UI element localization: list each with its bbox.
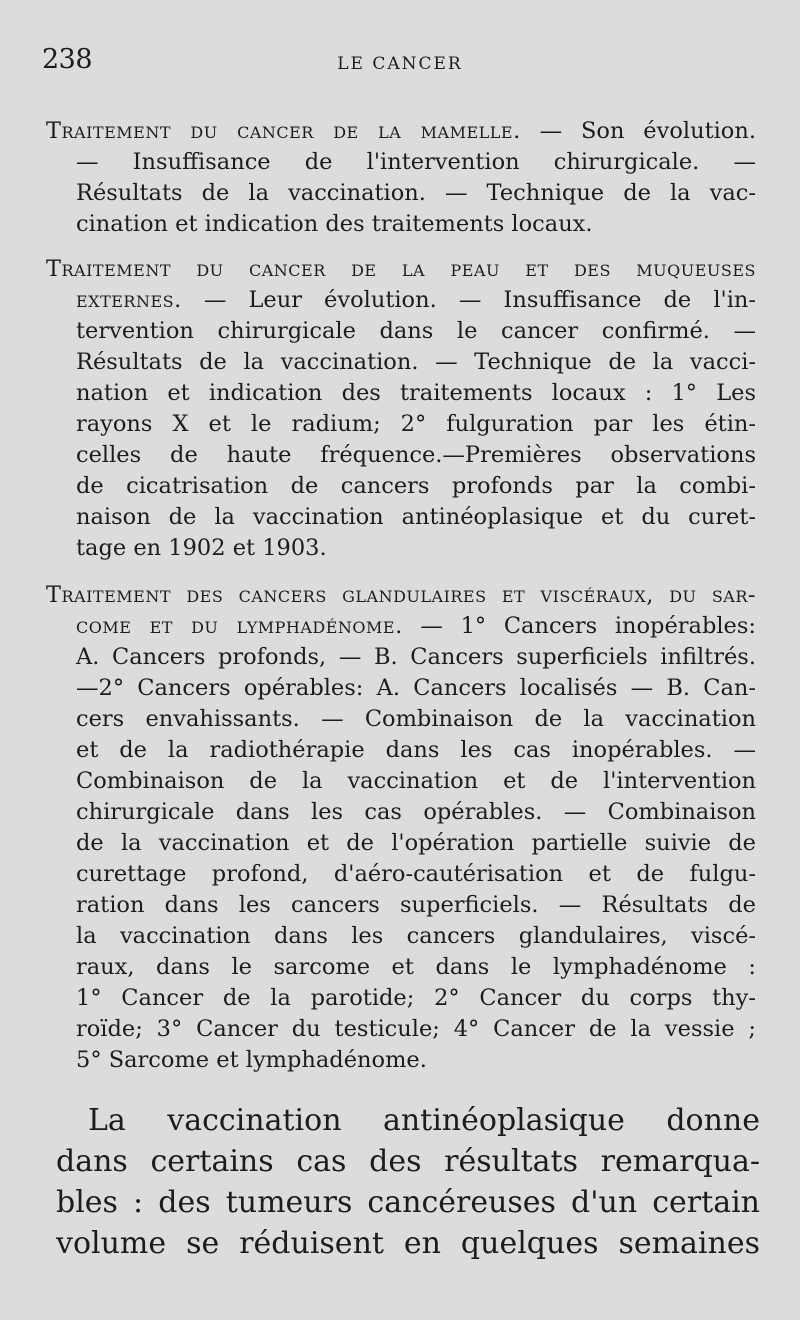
toc-entry-glandulaires bbox=[46, 580, 756, 1076]
section-heading: Traitement des cancers glandulaires et viscéraux, du sar- bbox=[46, 582, 756, 608]
toc-line: cers envahissants. — Combinaison de la vaccination bbox=[76, 706, 756, 732]
toc-line: chirurgicale dans les cas opérables. — Combinaison bbox=[76, 799, 756, 825]
toc-line: A. Cancers profonds, — B. Cancers superficiels infiltrés. bbox=[76, 644, 756, 670]
toc-line: raux, dans le sarcome et dans le lymphadénome : bbox=[76, 954, 756, 980]
body-line: La vaccination antinéoplasique donne bbox=[88, 1103, 760, 1138]
toc-line: tervention chirurgicale dans le cancer confirmé. — bbox=[76, 318, 756, 344]
toc-line: 5° Sarcome et lymphadénome. bbox=[76, 1047, 427, 1073]
toc-line: roïde; 3° Cancer du testicule; 4° Cancer de la vessie ; bbox=[76, 1016, 756, 1042]
toc-line: — Insuffisance de l'intervention chirurgicale. — bbox=[76, 149, 756, 175]
toc-line: naison de la vaccination antinéoplasique et du curet- bbox=[76, 504, 756, 530]
page-number: 238 bbox=[42, 44, 93, 75]
body-line: volume se réduisent en quelques semaines bbox=[56, 1226, 760, 1261]
section-heading: Traitement du cancer de la mamelle. bbox=[46, 118, 521, 144]
toc-line: de cicatrisation de cancers profonds par la combi- bbox=[76, 473, 756, 499]
toc-line: Combinaison de la vaccination et de l'intervention bbox=[76, 768, 756, 794]
toc-line bbox=[46, 611, 756, 642]
toc-line: cination et indication des traitements locaux. bbox=[76, 211, 593, 237]
toc-line bbox=[46, 116, 756, 147]
section-heading: Traitement du cancer de la peau et des muqueuses bbox=[46, 256, 756, 282]
section-text: — Leur évolution. — Insuffisance de l'in- bbox=[181, 287, 756, 313]
body-line: bles : des tumeurs cancéreuses d'un certain bbox=[56, 1185, 760, 1220]
toc-line: rayons X et le radium; 2° fulguration par les étin- bbox=[76, 411, 756, 437]
body-paragraph bbox=[56, 1100, 760, 1264]
section-text: — 1° Cancers inopérables: bbox=[402, 613, 756, 639]
section-heading-continued: externes. bbox=[76, 287, 182, 313]
toc-line bbox=[46, 285, 756, 316]
toc-line: Résultats de la vaccination. — Technique de la vacci- bbox=[76, 349, 756, 375]
running-head: LE CANCER bbox=[337, 54, 463, 74]
toc-line: ration dans les cancers superficiels. — Résultats de bbox=[76, 892, 756, 918]
toc-line: 1° Cancer de la parotide; 2° Cancer du corps thy- bbox=[76, 985, 756, 1011]
section-heading-continued: come et du lymphadénome. bbox=[76, 613, 403, 639]
toc-line: curettage profond, d'aéro-cautérisation et de fulgu- bbox=[76, 861, 756, 887]
toc-line: de la vaccination et de l'opération partielle suivie de bbox=[76, 830, 756, 856]
toc-line: celles de haute fréquence.—Premières observations bbox=[76, 442, 756, 468]
toc-entry-mamelle bbox=[46, 116, 756, 240]
section-text: — Son évolution. bbox=[520, 118, 756, 144]
body-line: dans certains cas des résultats remarqua- bbox=[56, 1144, 760, 1179]
toc-line: la vaccination dans les cancers glandulaires, viscé- bbox=[76, 923, 756, 949]
toc-line: tage en 1902 et 1903. bbox=[76, 535, 327, 561]
toc-line: Résultats de la vaccination. — Technique de la vac- bbox=[76, 180, 756, 206]
toc-entry-peau bbox=[46, 254, 756, 564]
toc-line: et de la radiothérapie dans les cas inopérables. — bbox=[76, 737, 756, 763]
toc-line: nation et indication des traitements locaux : 1° Les bbox=[76, 380, 756, 406]
toc-line: —2° Cancers opérables: A. Cancers localisés — B. Can- bbox=[76, 675, 756, 701]
